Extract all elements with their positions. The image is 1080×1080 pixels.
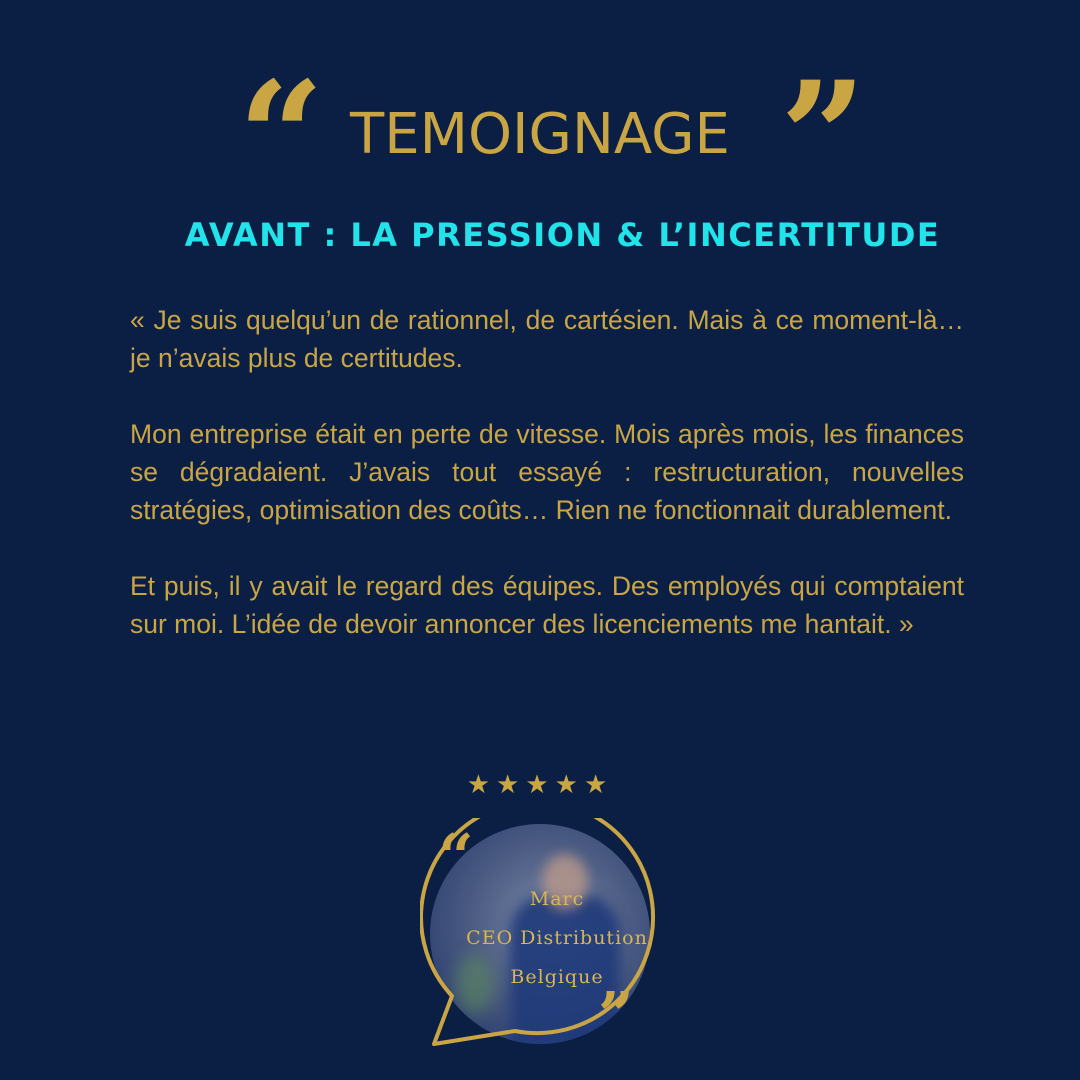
author-info [430,880,684,997]
testimonial-paragraph: « Je suis quelqu’un de rationnel, de cartésien. Mais à ce moment-là… je n’avais plus de certitudes. [130,305,964,373]
open-quote-icon: “ [238,49,325,225]
bubble-close-quote-icon: ” [598,978,634,1051]
testimonial-paragraph: Mon entreprise était en perte de vitesse. Mois après mois, les finances se dégradaient. J’avais tout essayé : restructuration, nouvelles stratégies, optimisation des coûts… Rien ne fonctionnait durablement. [130,419,964,525]
testimonial-paragraph: Et puis, il y avait le regard des équipes. Des employés qui comptaient sur moi. L’idée de devoir annoncer des licenciements me hantait. » [130,571,964,639]
author-country: Belgique [510,966,604,988]
author-bubble [420,818,680,1068]
star-rating: ★★★★★ [466,770,614,800]
close-quote-icon: ” [780,49,867,225]
author-role: CEO Distribution [466,927,648,949]
page-title: TEMOIGNAGE [350,102,730,167]
author-name: Marc [529,888,585,910]
testimonial-body [130,301,964,681]
bubble-open-quote-icon: “ [438,820,474,893]
section-subtitle: AVANT : LA PRESSION & L’INCERTITUDE [184,216,941,254]
